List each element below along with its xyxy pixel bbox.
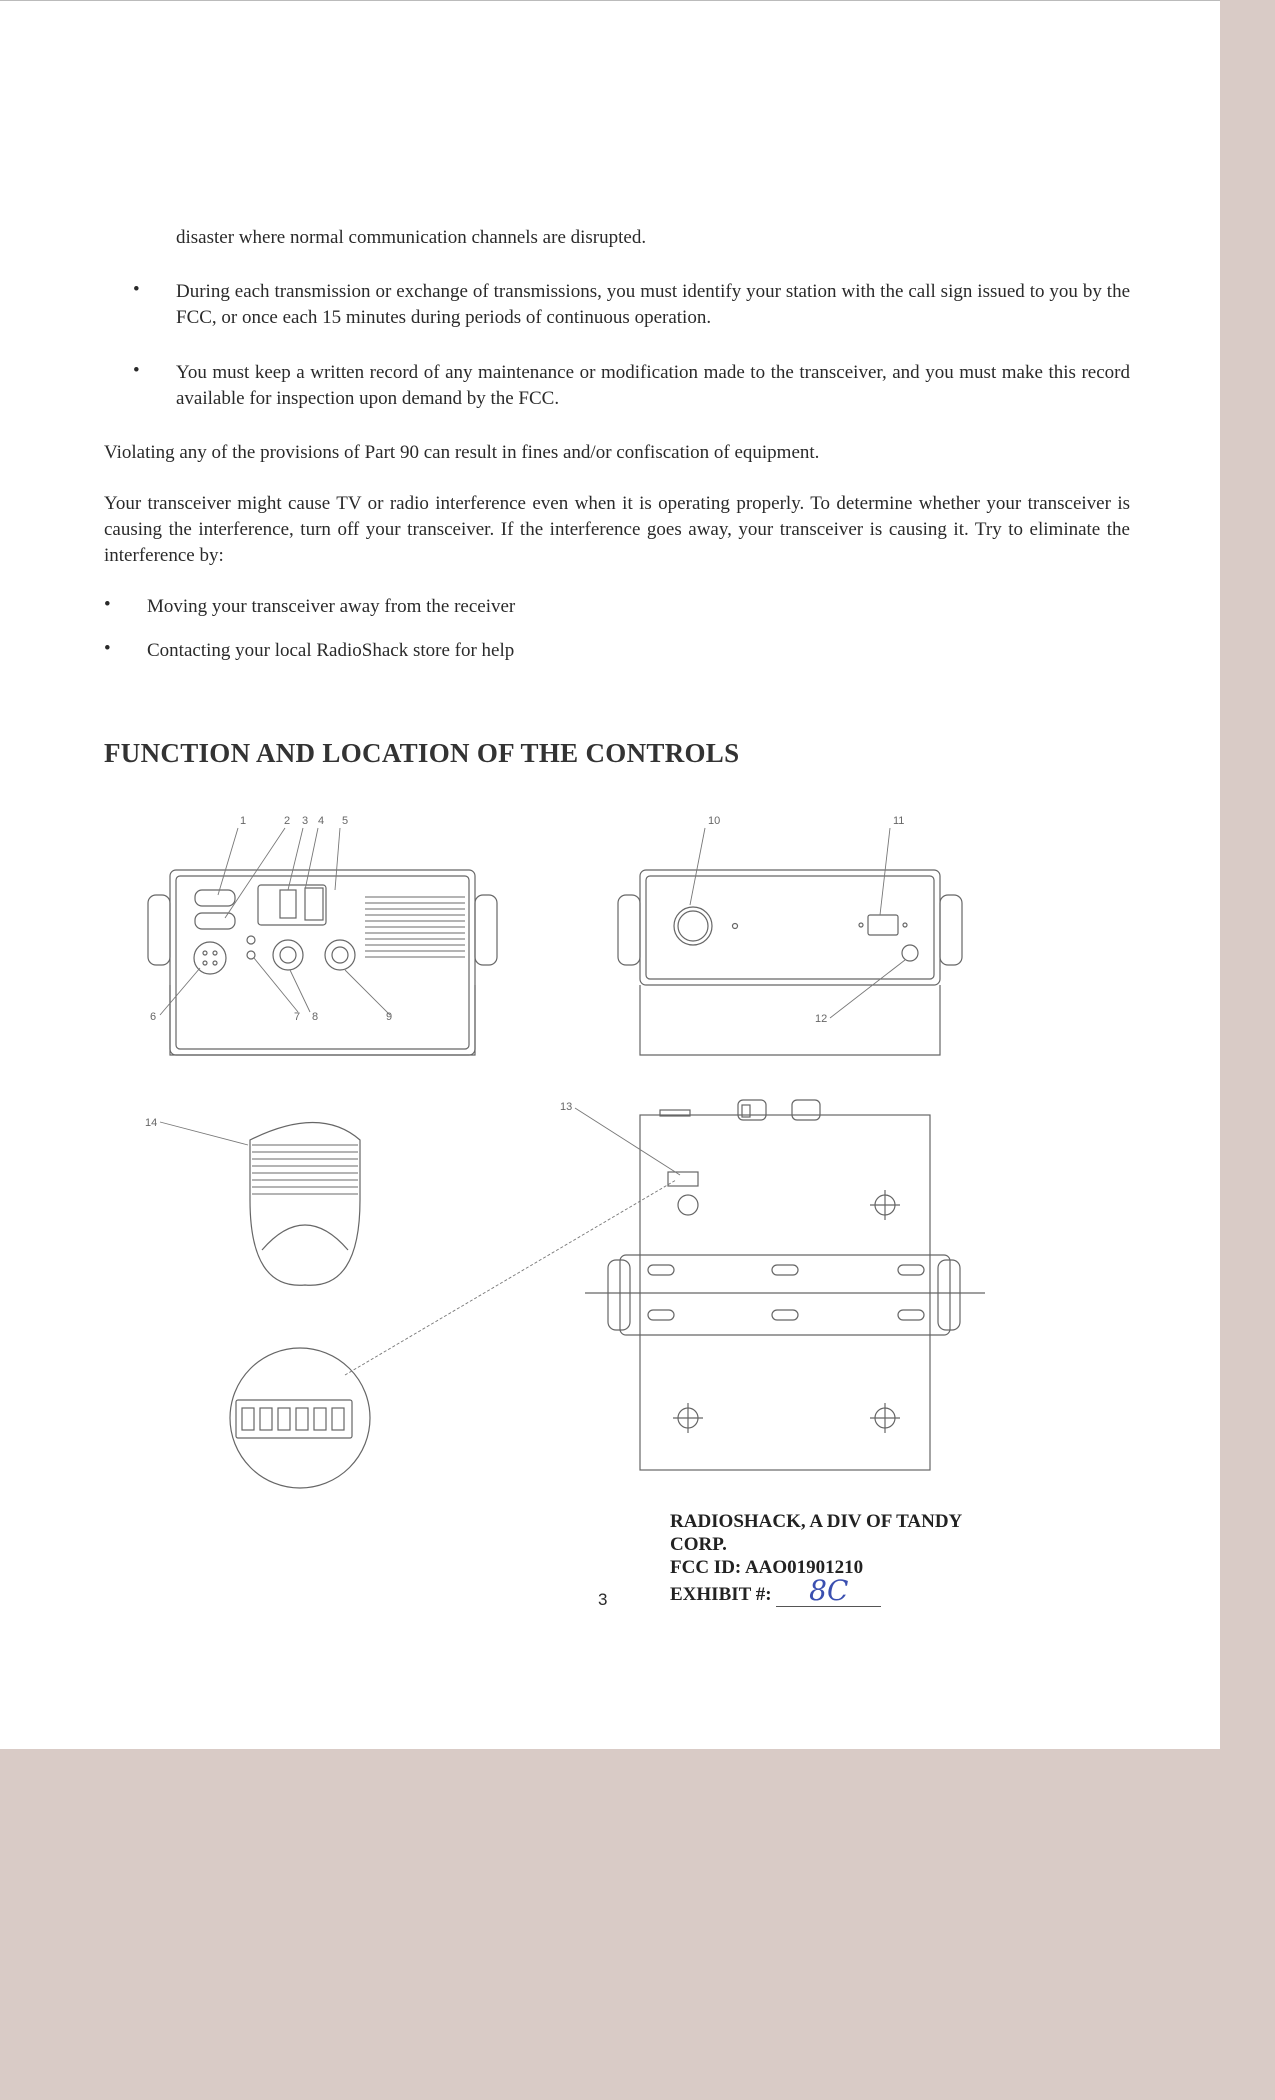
callout-10: 10 bbox=[708, 815, 721, 827]
paragraph-violating: Violating any of the provisions of Part 90 can result in fines and/or confiscation of equipment. bbox=[104, 442, 820, 463]
callout-13: 13 bbox=[560, 1101, 573, 1113]
callout-9: 9 bbox=[386, 1011, 393, 1023]
rear-panel-drawing bbox=[618, 828, 962, 1055]
continued-line: disaster where normal communication channels are disrupted. bbox=[176, 227, 647, 248]
callout-7: 7 bbox=[294, 1011, 301, 1023]
section-heading: FUNCTION AND LOCATION OF THE CONTROLS bbox=[104, 738, 740, 768]
bullet-contact-store: Contacting your local RadioShack store for help bbox=[147, 640, 515, 661]
bottom-view-drawing bbox=[575, 1100, 985, 1470]
page-number: 3 bbox=[598, 1590, 608, 1609]
callout-3: 3 bbox=[302, 815, 309, 827]
callout-6: 6 bbox=[150, 1011, 157, 1023]
callout-5: 5 bbox=[342, 815, 349, 827]
callout-1: 1 bbox=[240, 815, 247, 827]
exhibit-label: EXHIBIT #: bbox=[670, 1584, 772, 1605]
bullet-glyph: • bbox=[133, 360, 140, 381]
callout-labels bbox=[145, 815, 904, 1129]
callout-2: 2 bbox=[284, 815, 291, 827]
bullet-glyph: • bbox=[104, 594, 111, 615]
bullet-glyph: • bbox=[104, 638, 111, 659]
footer-company: RADIOSHACK, A DIV OF TANDY bbox=[670, 1511, 963, 1532]
footer-exhibit bbox=[670, 1574, 1000, 1607]
footer-company-cont: CORP. bbox=[670, 1534, 727, 1555]
callout-12: 12 bbox=[815, 1013, 828, 1025]
callout-11: 11 bbox=[893, 815, 905, 827]
footer-fcc-id: FCC ID: AAO01901210 bbox=[670, 1557, 864, 1578]
front-panel-drawing bbox=[148, 828, 497, 1055]
microphone-drawing bbox=[160, 1122, 360, 1285]
paragraph-interference: Your transceiver might cause TV or radio interference even when it is operating properly. To determine whether your transceiver is causing the interference, turn off your transceiver. If the interference goes away, your transceiver is causing it. Try to eliminate the interference by: bbox=[104, 493, 1130, 566]
fcc-footer bbox=[670, 1510, 1000, 1607]
bullet-glyph: • bbox=[133, 279, 140, 300]
callout-4: 4 bbox=[318, 815, 325, 827]
callout-14: 14 bbox=[145, 1117, 158, 1129]
exhibit-handwritten-value: 8C bbox=[809, 1574, 849, 1607]
bullet-call-sign: During each transmission or exchange of transmissions, you must identify your station with the call sign issued to you by the FCC, or once each 15 minutes during periods of continuous operation. bbox=[176, 281, 1130, 328]
callout-8: 8 bbox=[312, 1011, 319, 1023]
bullet-written-record: You must keep a written record of any maintenance or modification made to the transceiver, and you must make this record available for inspection upon demand by the FCC. bbox=[176, 362, 1130, 409]
bullet-move-transceiver: Moving your transceiver away from the receiver bbox=[147, 596, 516, 617]
